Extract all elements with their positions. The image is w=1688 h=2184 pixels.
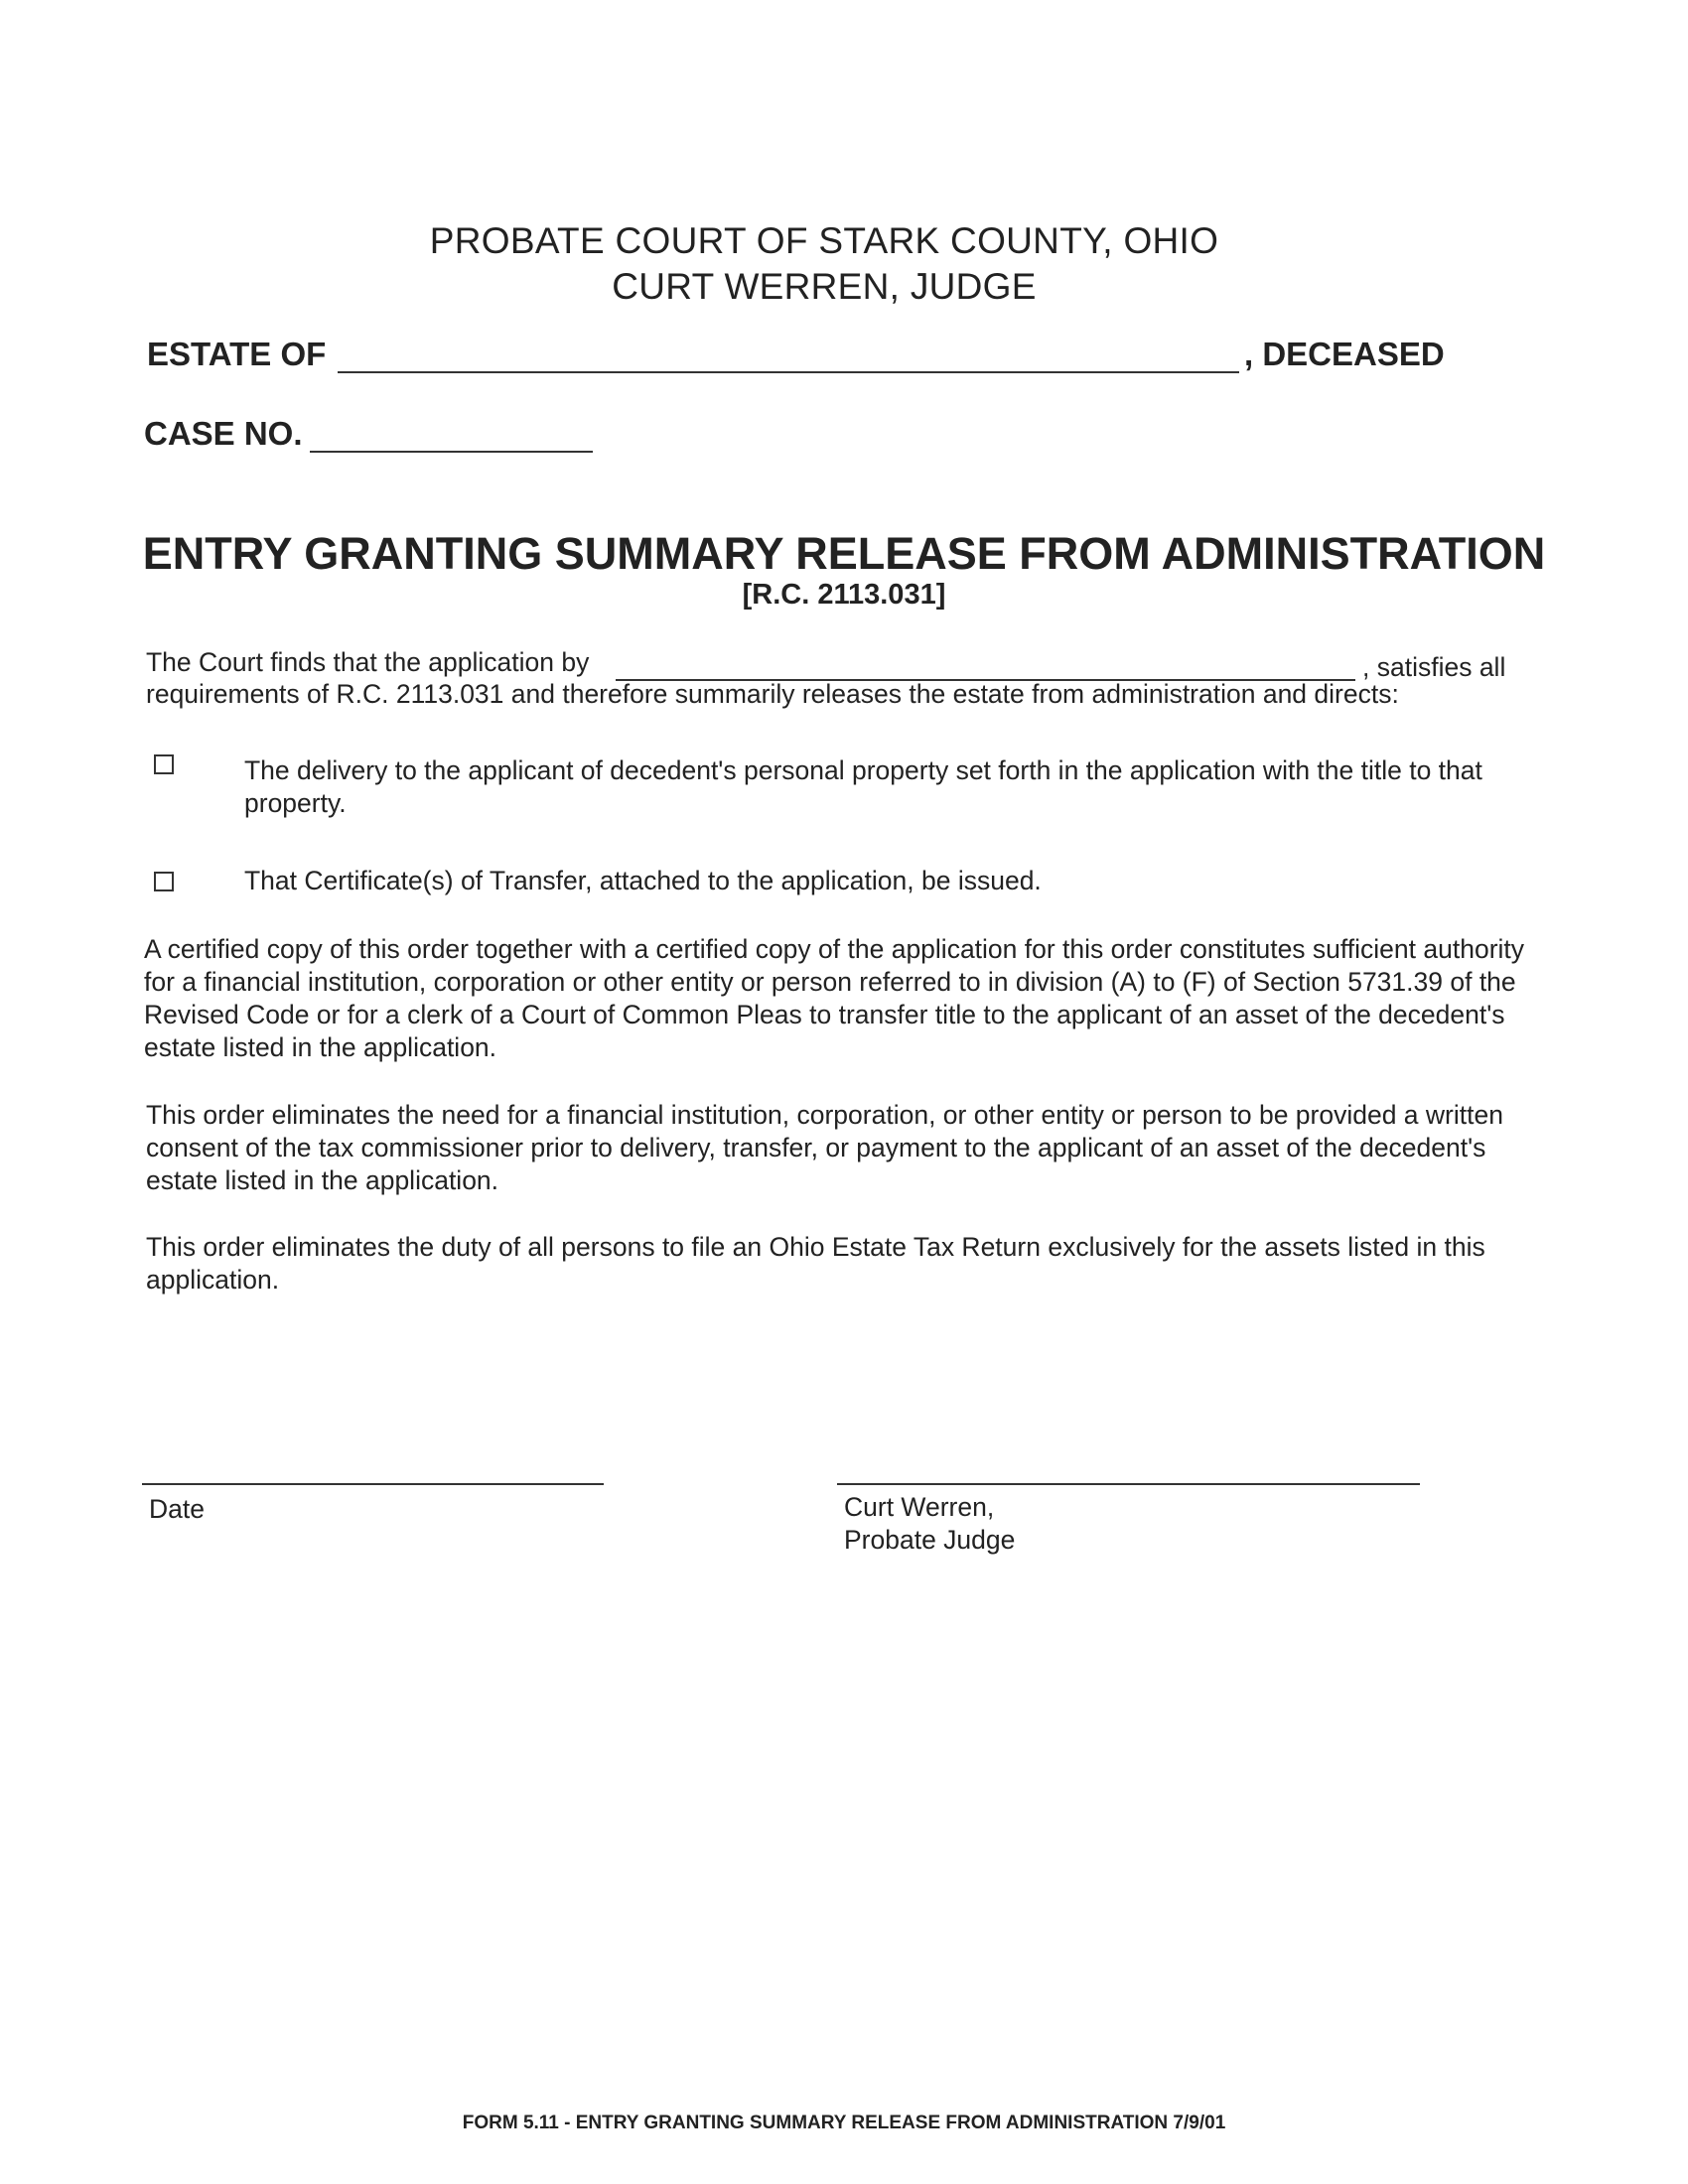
- certificate-option-text: That Certificate(s) of Transfer, attached to the application, be issued.: [244, 866, 1042, 895]
- findings-suffix: , satisfies all: [1362, 652, 1506, 682]
- authority-paragraph-line-1: A certified copy of this order together with a certified copy of the application for this order constitutes sufficient authority: [144, 934, 1525, 964]
- authority-paragraph-line-3: Revised Code or for a clerk of a Court of Common Pleas to transfer title to the applicant of an asset of the decedent's: [144, 1000, 1505, 1029]
- case-number-label: CASE NO.: [144, 415, 303, 452]
- statute-reference: [R.C. 2113.031]: [742, 579, 946, 611]
- deceased-label: , DECEASED: [1244, 336, 1445, 372]
- court-name: PROBATE COURT OF STARK COUNTY, OHIO: [429, 220, 1219, 261]
- delivery-option-line-1: The delivery to the applicant of decedent's personal property set forth in the application with the title to that: [244, 755, 1482, 785]
- findings-prefix: The Court finds that the application by: [146, 647, 590, 677]
- judge-signature-name: Curt Werren,: [844, 1492, 995, 1522]
- authority-paragraph-line-4: estate listed in the application.: [144, 1032, 497, 1062]
- estate-of-label: ESTATE OF: [147, 336, 327, 372]
- tax-return-paragraph-line-1: This order eliminates the duty of all persons to file an Ohio Estate Tax Return exclusively for the assets listed in this: [146, 1232, 1485, 1262]
- form-title: ENTRY GRANTING SUMMARY RELEASE FROM ADMINISTRATION: [142, 528, 1546, 579]
- case-number-field[interactable]: [310, 425, 593, 453]
- date-signature-line[interactable]: [142, 1469, 604, 1485]
- delivery-option-line-2: property.: [244, 788, 347, 818]
- findings-line-2: requirements of R.C. 2113.031 and therefore summarily releases the estate from administration and directs:: [146, 679, 1399, 709]
- authority-paragraph-line-2: for a financial institution, corporation or other entity or person referred to in division (A) to (F) of Section 5731.39 of the: [144, 967, 1516, 997]
- date-label: Date: [149, 1494, 205, 1524]
- certificate-checkbox[interactable]: [154, 872, 174, 891]
- judge-name-heading: CURT WERREN, JUDGE: [612, 266, 1037, 307]
- tax-return-paragraph-line-2: application.: [146, 1265, 280, 1295]
- consent-paragraph-line-1: This order eliminates the need for a financial institution, corporation, or other entity or person to be provided a written: [146, 1100, 1503, 1130]
- estate-name-field[interactable]: [338, 345, 1239, 373]
- form-footer: FORM 5.11 - ENTRY GRANTING SUMMARY RELEASE FROM ADMINISTRATION 7/9/01: [462, 2113, 1226, 2133]
- consent-paragraph-line-3: estate listed in the application.: [146, 1165, 499, 1195]
- delivery-checkbox[interactable]: [154, 754, 174, 774]
- judge-signature-title: Probate Judge: [844, 1525, 1016, 1555]
- judge-signature-line[interactable]: [837, 1469, 1420, 1485]
- consent-paragraph-line-2: consent of the tax commissioner prior to delivery, transfer, or payment to the applicant of an asset of the decedent's: [146, 1133, 1486, 1162]
